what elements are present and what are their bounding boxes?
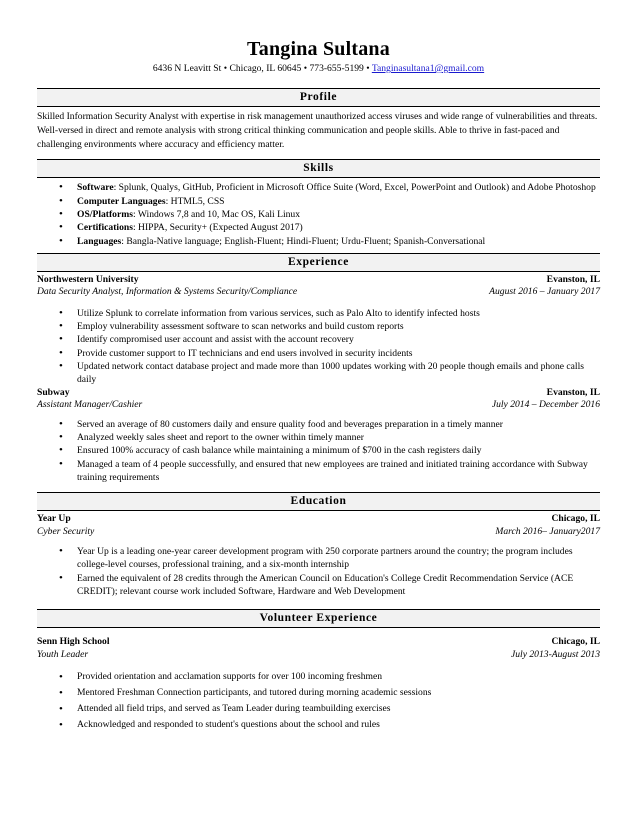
- section-header-education: Education: [37, 492, 600, 511]
- school-subheader: [37, 526, 600, 539]
- school-header: [37, 513, 600, 526]
- skill-text: : Splunk, Qualys, GitHub, Proficient in Microsoft Office Suite (Word, Excel, PowerPoint and Outlook) and Adobe Photoshop: [113, 182, 596, 194]
- list-item: • Earned the equivalent of 28 credits through the American Council on Education's College Credit Recommendation Service (ACE CREDIT); relevant course work included Software, Hardware and Web Development: [37, 572, 600, 599]
- list-item: [37, 235, 600, 248]
- section-header-experience: Experience: [37, 253, 600, 272]
- list-item: • Provide customer support to IT technicians and end users involved in security incidents: [37, 347, 600, 360]
- list-item: • Managed a team of 4 people successfully, and ensured that new employees are trained and initiated training accordance with Subway training requirements: [37, 458, 600, 485]
- list-item: • Provided orientation and acclamation supports for over 100 incoming freshmen: [37, 669, 600, 685]
- job-title: Assistant Manager/Cashier: [37, 399, 143, 411]
- skill-text: : Bangla-Native language; English-Fluent; Hindi-Fluent; Urdu-Fluent; Spanish-Conversational: [121, 235, 486, 247]
- list-item: [37, 195, 600, 208]
- list-item: • Utilize Splunk to correlate information from various services, such as Palo Alto to identify infected hosts: [37, 307, 600, 320]
- list-item: • Identify compromised user account and assist with the account recovery: [37, 333, 600, 346]
- profile-summary: Skilled Information Security Analyst with expertise in risk management unauthorized access viruses and wide range of vulnerabilities and threats. Well-versed in direct and remote analysis with strong critical thinking communication and people skills. Able to thrive in fast-paced and challenging environments where accuracy and efficiency matter.: [37, 111, 598, 150]
- volunteer-org: Senn High School: [37, 636, 110, 648]
- job-subheader: [37, 286, 600, 299]
- school-location: Chicago, IL: [551, 513, 600, 525]
- list-item: [37, 221, 600, 234]
- skill-label: OS/Platforms: [77, 208, 133, 220]
- candidate-name: Tangina Sultana: [247, 38, 390, 60]
- contact-details: 6436 N Leavitt St • Chicago, IL 60645 • 773-655-5199 •: [152, 63, 372, 74]
- section-header-volunteer: Volunteer Experience: [37, 609, 600, 628]
- section-header-skills: Skills: [37, 159, 600, 178]
- skill-label: Languages: [77, 235, 122, 247]
- school-name: Year Up: [37, 513, 71, 525]
- job-header: [37, 274, 600, 287]
- volunteer-role: Youth Leader: [37, 648, 89, 660]
- contact-line: [37, 62, 600, 76]
- job-location: Evanston, IL: [546, 386, 600, 398]
- list-item: • Served an average of 80 customers daily and ensure quality food and beverages preparation in a timely manner: [37, 418, 600, 431]
- list-item: • Attended all field trips, and served as Team Leader during teambuilding exercises: [37, 701, 600, 717]
- program-name: Cyber Security: [37, 525, 95, 537]
- job-title: Data Security Analyst, Information & Systems Security/Compliance: [37, 286, 298, 298]
- job-header: [37, 387, 600, 400]
- education-details: [37, 545, 600, 598]
- list-item: [37, 181, 600, 194]
- list-item: • Ensured 100% accuracy of cash balance while maintaining a minimum of $700 in the cash registers daily: [37, 444, 600, 457]
- volunteer-header: [37, 636, 600, 649]
- volunteer-duties: [37, 669, 600, 733]
- volunteer-location: Chicago, IL: [551, 636, 600, 648]
- list-item: • Employ vulnerability assessment software to scan networks and build custom reports: [37, 320, 600, 333]
- job-duties: [37, 418, 600, 484]
- job-subheader: [37, 399, 600, 412]
- skill-text: : HTML5, CSS: [165, 195, 225, 207]
- volunteer-subheader: [37, 649, 600, 662]
- skill-label: Software: [77, 182, 114, 194]
- list-item: • Year Up is a leading one-year career development program with 250 corporate partners around the country; the program includes college-level courses, professional training, and a six-month internship: [37, 545, 600, 572]
- skill-label: Computer Languages: [77, 195, 166, 207]
- job-dates: August 2016 – January 2017: [489, 286, 600, 298]
- list-item: • Analyzed weekly sales sheet and report to the owner within timely manner: [37, 431, 600, 444]
- job-location: Evanston, IL: [546, 273, 600, 285]
- section-header-profile: Profile: [37, 88, 600, 107]
- list-item: • Acknowledged and responded to student's questions about the school and rules: [37, 717, 600, 733]
- skills-list: [37, 181, 600, 247]
- skill-text: : Windows 7,8 and 10, Mac OS, Kali Linux: [132, 208, 301, 220]
- job-dates: July 2014 – December 2016: [491, 399, 600, 411]
- employer-name: Subway: [37, 386, 70, 398]
- program-dates: March 2016– January2017: [495, 525, 600, 537]
- list-item: • Mentored Freshman Connection participants, and tutored during morning academic sessions: [37, 685, 600, 701]
- job-duties: [37, 307, 600, 387]
- skill-text: : HIPPA, Security+ (Expected August 2017): [132, 222, 303, 234]
- volunteer-dates: July 2013-August 2013: [511, 648, 600, 660]
- resume-page: [37, 0, 600, 733]
- email-link[interactable]: Tanginasultana1@gmail.com: [371, 63, 485, 74]
- list-item: [37, 208, 600, 221]
- list-item: • Updated network contact database project and made more than 1000 updates working with 20 people though emails and phone calls daily: [37, 360, 600, 387]
- skill-label: Certifications: [77, 222, 133, 234]
- employer-name: Northwestern University: [37, 273, 139, 285]
